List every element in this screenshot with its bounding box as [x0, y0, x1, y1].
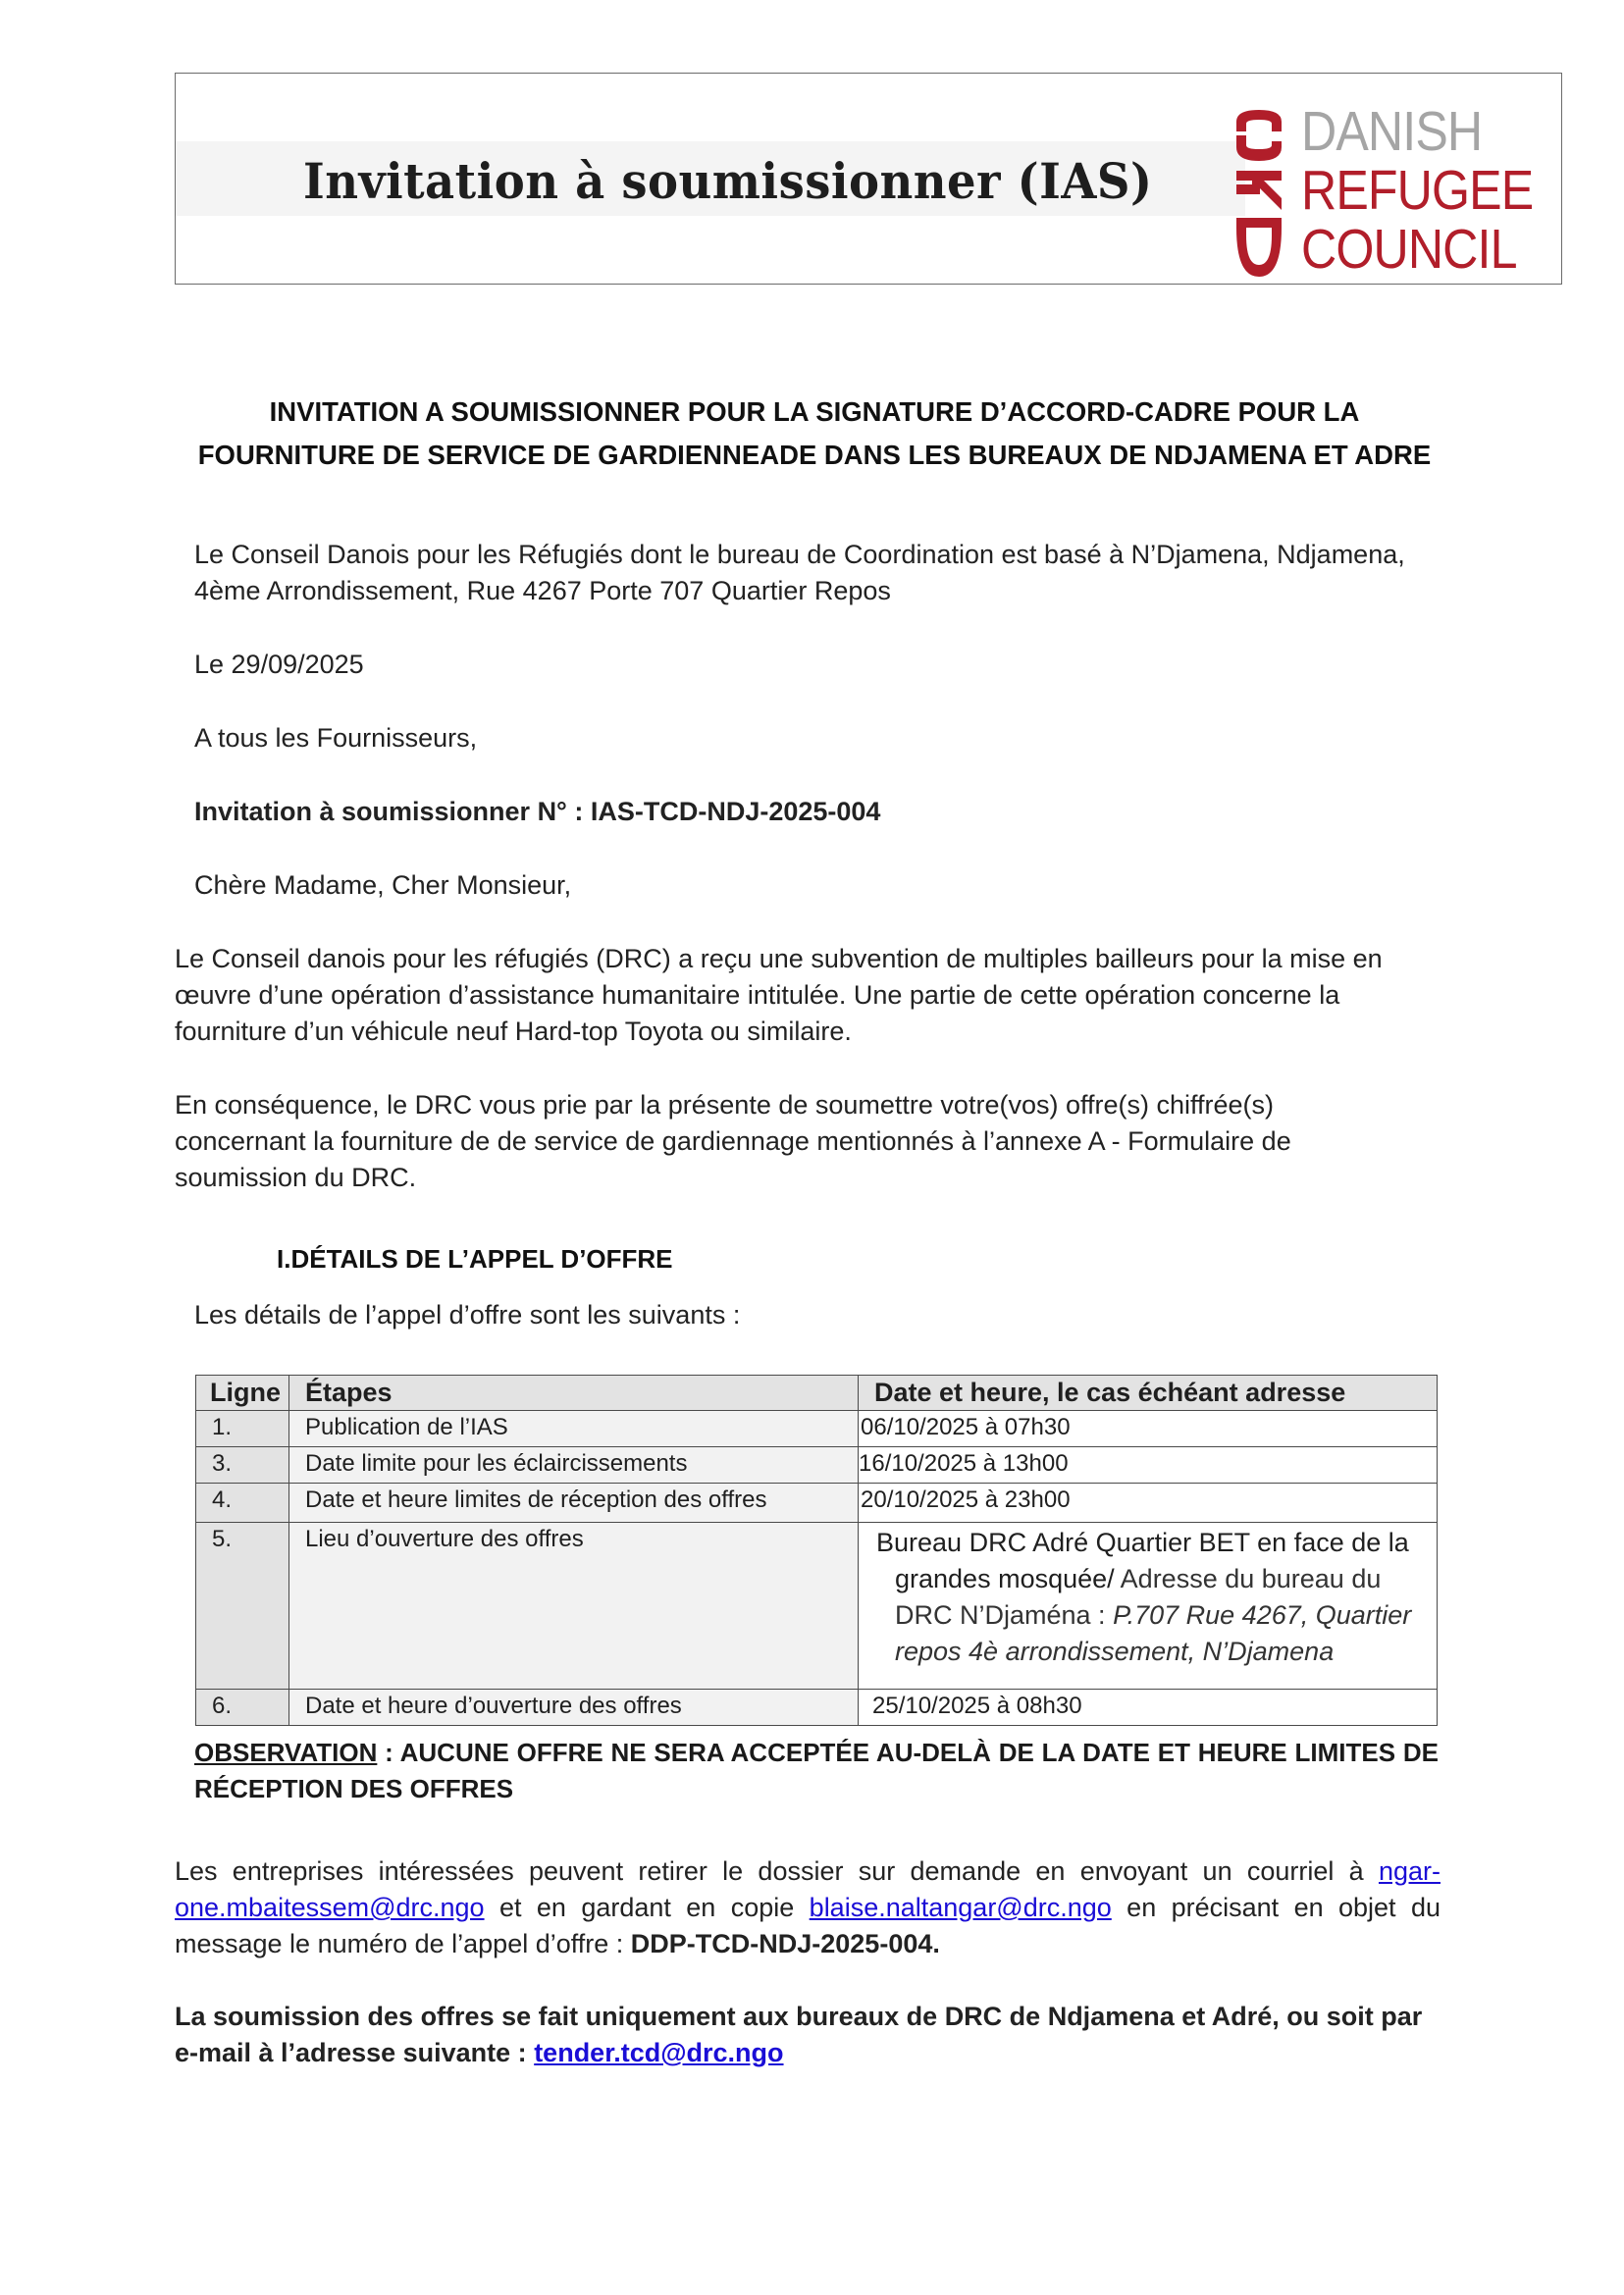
drc-logo: [1231, 100, 1549, 281]
invitation-reference: Invitation à soumissionner N° : IAS-TCD-NDJ-2025-004: [194, 797, 881, 826]
header-ligne: Ligne: [196, 1376, 289, 1411]
para1-line-3: fourniture d’un véhicule neuf Hard-top Toyota ou similaire.: [175, 1017, 852, 1046]
table-row: [196, 1411, 1438, 1447]
contact-text-2: et en gardant en copie: [484, 1893, 810, 1922]
address-line-1: Le Conseil Danois pour les Réfugiés dont le bureau de Coordination est basé à N’Djamena, Ndjamena,: [194, 540, 1405, 569]
para1-line-2: œuvre d’une opération d’assistance humanitaire intitulée. Une partie de cette opération concerne la: [175, 980, 1340, 1010]
row-number: 1.: [196, 1411, 289, 1447]
row-number: 4.: [196, 1484, 289, 1523]
header-etapes: Étapes: [289, 1376, 859, 1411]
row-step: Date et heure limites de réception des offres: [289, 1484, 859, 1523]
row-date: 16/10/2025 à 13h00: [859, 1447, 1438, 1484]
greeting: Chère Madame, Cher Monsieur,: [194, 870, 572, 900]
row-date: 20/10/2025 à 23h00: [859, 1484, 1438, 1523]
main-title: [177, 391, 1452, 477]
logo-word-council: COUNCIL: [1301, 218, 1517, 281]
para1-line-1: Le Conseil danois pour les réfugiés (DRC) a reçu une subvention de multiples bailleurs pour la mise en: [175, 944, 1383, 973]
salutation-recipients: A tous les Fournisseurs,: [194, 723, 478, 753]
header-date: Date et heure, le cas échéant adresse: [859, 1376, 1438, 1411]
para2-line-1: En conséquence, le DRC vous prie par la présente de soumettre votre(vos) offre(s) chiffrée(s): [175, 1090, 1275, 1120]
submission-text: La soumission des offres se fait uniquement aux bureaux de DRC de Ndjamena et Adré, ou soit par e-mail à l’adresse suivante :: [175, 2002, 1423, 2067]
table-row: [196, 1484, 1438, 1523]
observation-notice: [194, 1735, 1439, 1807]
observation-text: : AUCUNE OFFRE NE SERA ACCEPTÉE AU-DELÀ DE LA DATE ET HEURE LIMITES DE RÉCEPTION DES OFFRES: [194, 1738, 1439, 1803]
contact-text-1: Les entreprises intéressées peuvent retirer le dossier sur demande en envoyant un courriel à: [175, 1856, 1379, 1886]
letter-date: Le 29/09/2025: [194, 650, 364, 679]
row-number: 5.: [196, 1523, 289, 1690]
drc-logo-wordmark: [1301, 102, 1533, 279]
address-ndjamena-label: Adresse du bureau du DRC N’Djaména :: [895, 1564, 1382, 1630]
row-address: [859, 1523, 1438, 1690]
observation-label: OBSERVATION: [194, 1738, 378, 1767]
address-continued: [876, 1561, 1427, 1670]
row-number: 6.: [196, 1690, 289, 1726]
address-adre-line: Bureau DRC Adré Quartier BET en face de la: [876, 1528, 1409, 1557]
row-step: Date et heure d’ouverture des offres: [289, 1690, 859, 1726]
drc-monogram-icon: [1231, 108, 1287, 280]
address-ndjamena-value: P.707 Rue 4267, Quartier repos 4è arrondissement, N’Djamena: [895, 1600, 1412, 1666]
section-heading: I.DÉTAILS DE L’APPEL D’OFFRE: [277, 1244, 673, 1274]
row-number: 3.: [196, 1447, 289, 1484]
row-step: Publication de l’IAS: [289, 1411, 859, 1447]
para2-line-3: soumission du DRC.: [175, 1163, 417, 1192]
email-link-copy[interactable]: blaise.naltangar@drc.ngo: [809, 1893, 1112, 1922]
section-intro: Les détails de l’appel d’offre sont les suivants :: [194, 1300, 741, 1330]
table-row: [196, 1690, 1438, 1726]
row-step: Lieu d’ouverture des offres: [289, 1523, 859, 1690]
submission-paragraph: [175, 1999, 1441, 2071]
document-header: [175, 73, 1562, 285]
contact-text-3: en précisant en objet du message le numéro de l’appel d’offre :: [175, 1893, 1441, 1958]
contact-paragraph: [175, 1853, 1441, 1962]
main-title-line-2: FOURNITURE DE SERVICE DE GARDIENNEADE DANS LES BUREAUX DE NDJAMENA ET ADRE: [197, 440, 1432, 470]
tender-reference: DDP-TCD-NDJ-2025-004.: [630, 1929, 940, 1958]
logo-word-danish: DANISH: [1301, 100, 1483, 163]
header-title: Invitation à soumissionner (IAS): [303, 152, 1153, 210]
row-date: 25/10/2025 à 08h30: [859, 1690, 1438, 1726]
email-link-primary[interactable]: ngar-one.mbaitessem@drc.ngo: [175, 1856, 1441, 1922]
body-paragraph-1: [175, 941, 1383, 1050]
row-step: Date limite pour les éclaircissements: [289, 1447, 859, 1484]
address-mosque: grandes mosquée/: [895, 1564, 1115, 1593]
address-line-2: 4ème Arrondissement, Rue 4267 Porte 707 Quartier Repos: [194, 576, 891, 605]
tender-details-table: [195, 1375, 1438, 1726]
body-paragraph-2: [175, 1087, 1291, 1196]
sender-address: [194, 537, 1405, 609]
row-date: 06/10/2025 à 07h30: [859, 1411, 1438, 1447]
main-title-line-1: INVITATION A SOUMISSIONNER POUR LA SIGNATURE D’ACCORD-CADRE POUR LA: [269, 396, 1360, 427]
table-header-row: [196, 1376, 1438, 1411]
table-row: [196, 1523, 1438, 1690]
table-row: [196, 1447, 1438, 1484]
email-link-tender[interactable]: tender.tcd@drc.ngo: [534, 2038, 784, 2067]
logo-word-refugee: REFUGEE: [1301, 159, 1534, 222]
para2-line-2: concernant la fourniture de de service de gardiennage mentionnés à l’annexe A - Formulaire de: [175, 1126, 1291, 1156]
